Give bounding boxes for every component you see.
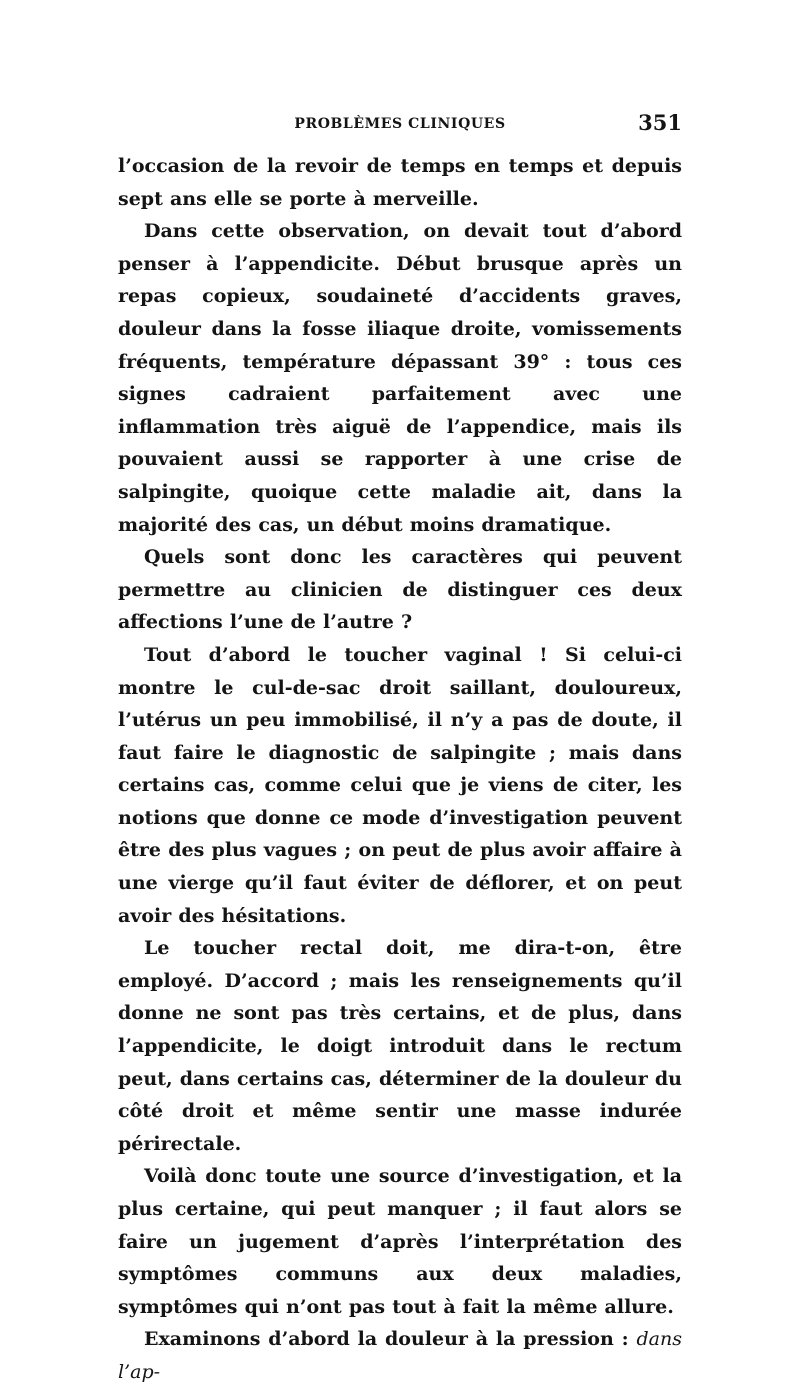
- paragraph: Dans cette observation, on devait tout d’abord penser à l’appendicite. Début brusque après un repas copieux, soudaineté d’accidents graves, douleur dans la fosse iliaque droite, vomissements fréquents, température dépassant 39° : tous ces signes cadraient parfaitement avec une inflammation très aiguë de l’appendice, mais ils pouvaient aussi se rapporter à une crise de salpingite, quoique cette maladie ait, dans la majorité des cas, un début moins dramatique.: [118, 220, 682, 536]
- paragraph-last-text: Examinons d’abord la douleur à la pression :: [144, 1328, 637, 1351]
- body-text: [118, 150, 682, 1389]
- paragraph: Le toucher rectal doit, me dira-t-on, être employé. D’accord ; mais les renseignements qu’il donne ne sont pas très certains, et de plus, dans l’appendicite, le doigt introduit dans le rectum peut, dans certains cas, déterminer de la douleur du côté droit et même sentir une masse indurée périrectale.: [118, 937, 682, 1155]
- running-title: PROBLÈMES CLINIQUES: [294, 116, 506, 132]
- paragraph: Tout d’abord le toucher vaginal ! Si celui-ci montre le cul-de-sac droit saillant, douloureux, l’utérus un peu immobilisé, il n’y a pas de doute, il faut faire le diagnostic de salpingite ; mais dans certains cas, comme celui que je viens de citer, les notions que donne ce mode d’investigation peuvent être des plus vagues ; on peut de plus avoir affaire à une vierge qu’il faut éviter de déflorer, et on peut avoir des hésitations.: [118, 643, 682, 927]
- page-number: 351: [638, 110, 682, 135]
- paragraph-last-italic: dans l’ap-: [118, 1328, 682, 1383]
- paragraph-continuation: l’occasion de la revoir de temps en temps et depuis sept ans elle se porte à merveille.: [118, 155, 682, 210]
- paragraph: Quels sont donc les caractères qui peuvent permettre au clinicien de distinguer ces deux affections l’une de l’autre ?: [118, 546, 682, 634]
- running-head: [118, 110, 682, 140]
- paragraph: Voilà donc toute une source d’investigation, et la plus certaine, qui peut manquer ; il faut alors se faire un jugement d’après l’interprétation des symptômes communs aux deux maladies, symptômes qui n’ont pas tout à fait la même allure.: [118, 1165, 682, 1318]
- paragraph-last: [118, 1323, 682, 1388]
